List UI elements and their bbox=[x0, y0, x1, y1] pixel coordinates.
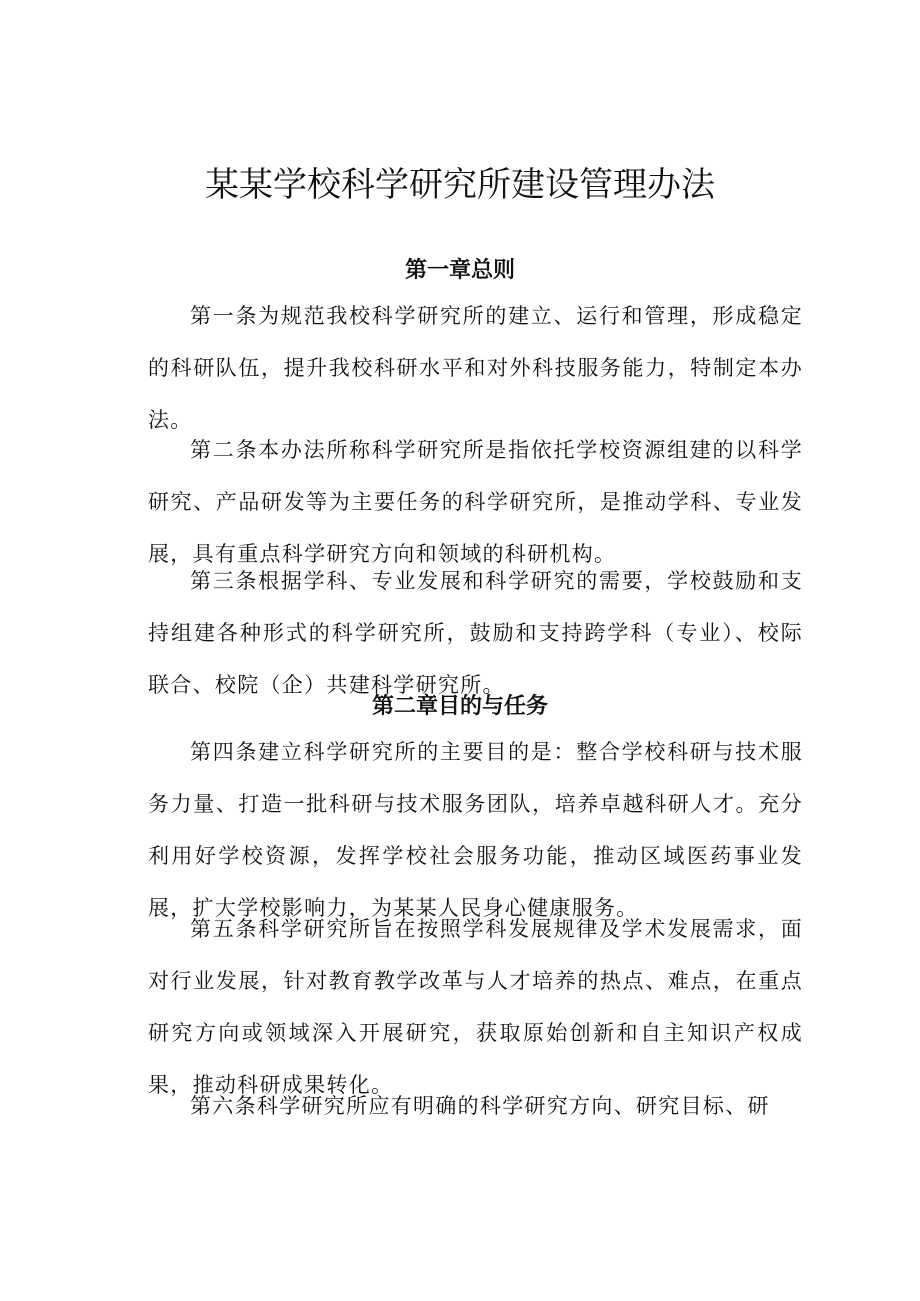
article-paragraph: 第三条根据学科、专业发展和科学研究的需要，学校鼓励和支持组建各种形式的科学研究所，鼓励和支持跨学科（专业）、校际联合、校院（企）共建科学研究所。 bbox=[148, 569, 803, 697]
article-paragraph: 第四条建立科学研究所的主要目的是：整合学校科研与技术服务力量、打造一批科研与技术服务团队，培养卓越科研人才。充分利用好学校资源，发挥学校社会服务功能，推动区域医药事业发展，扩大学校影响力，为某某人民身心健康服务。 bbox=[148, 740, 803, 920]
article-paragraph: 第二条本办法所称科学研究所是指依托学校资源组建的以科学研究、产品研发等为主要任务的科学研究所，是推动学科、专业发展，具有重点科学研究方向和领域的科研机构。 bbox=[148, 438, 803, 566]
article-paragraph: 第五条科学研究所旨在按照学科发展规律及学术发展需求，面对行业发展，针对教育教学改革与人才培养的热点、难点，在重点研究方向或领域深入开展研究，获取原始创新和自主知识产权成果，推动科研成果转化。 bbox=[148, 917, 803, 1097]
article-paragraph: 第六条科学研究所应有明确的科学研究方向、研究目标、研 bbox=[190, 1094, 770, 1118]
document-title: 某某学校科学研究所建设管理办法 bbox=[205, 165, 715, 205]
chapter-heading: 第二章目的与任务 bbox=[371, 694, 548, 719]
chapter-heading: 第一章总则 bbox=[404, 258, 515, 283]
article-paragraph: 第一条为规范我校科学研究所的建立、运行和管理，形成稳定的科研队伍，提升我校科研水平和对外科技服务能力，特制定本办法。 bbox=[148, 304, 803, 432]
